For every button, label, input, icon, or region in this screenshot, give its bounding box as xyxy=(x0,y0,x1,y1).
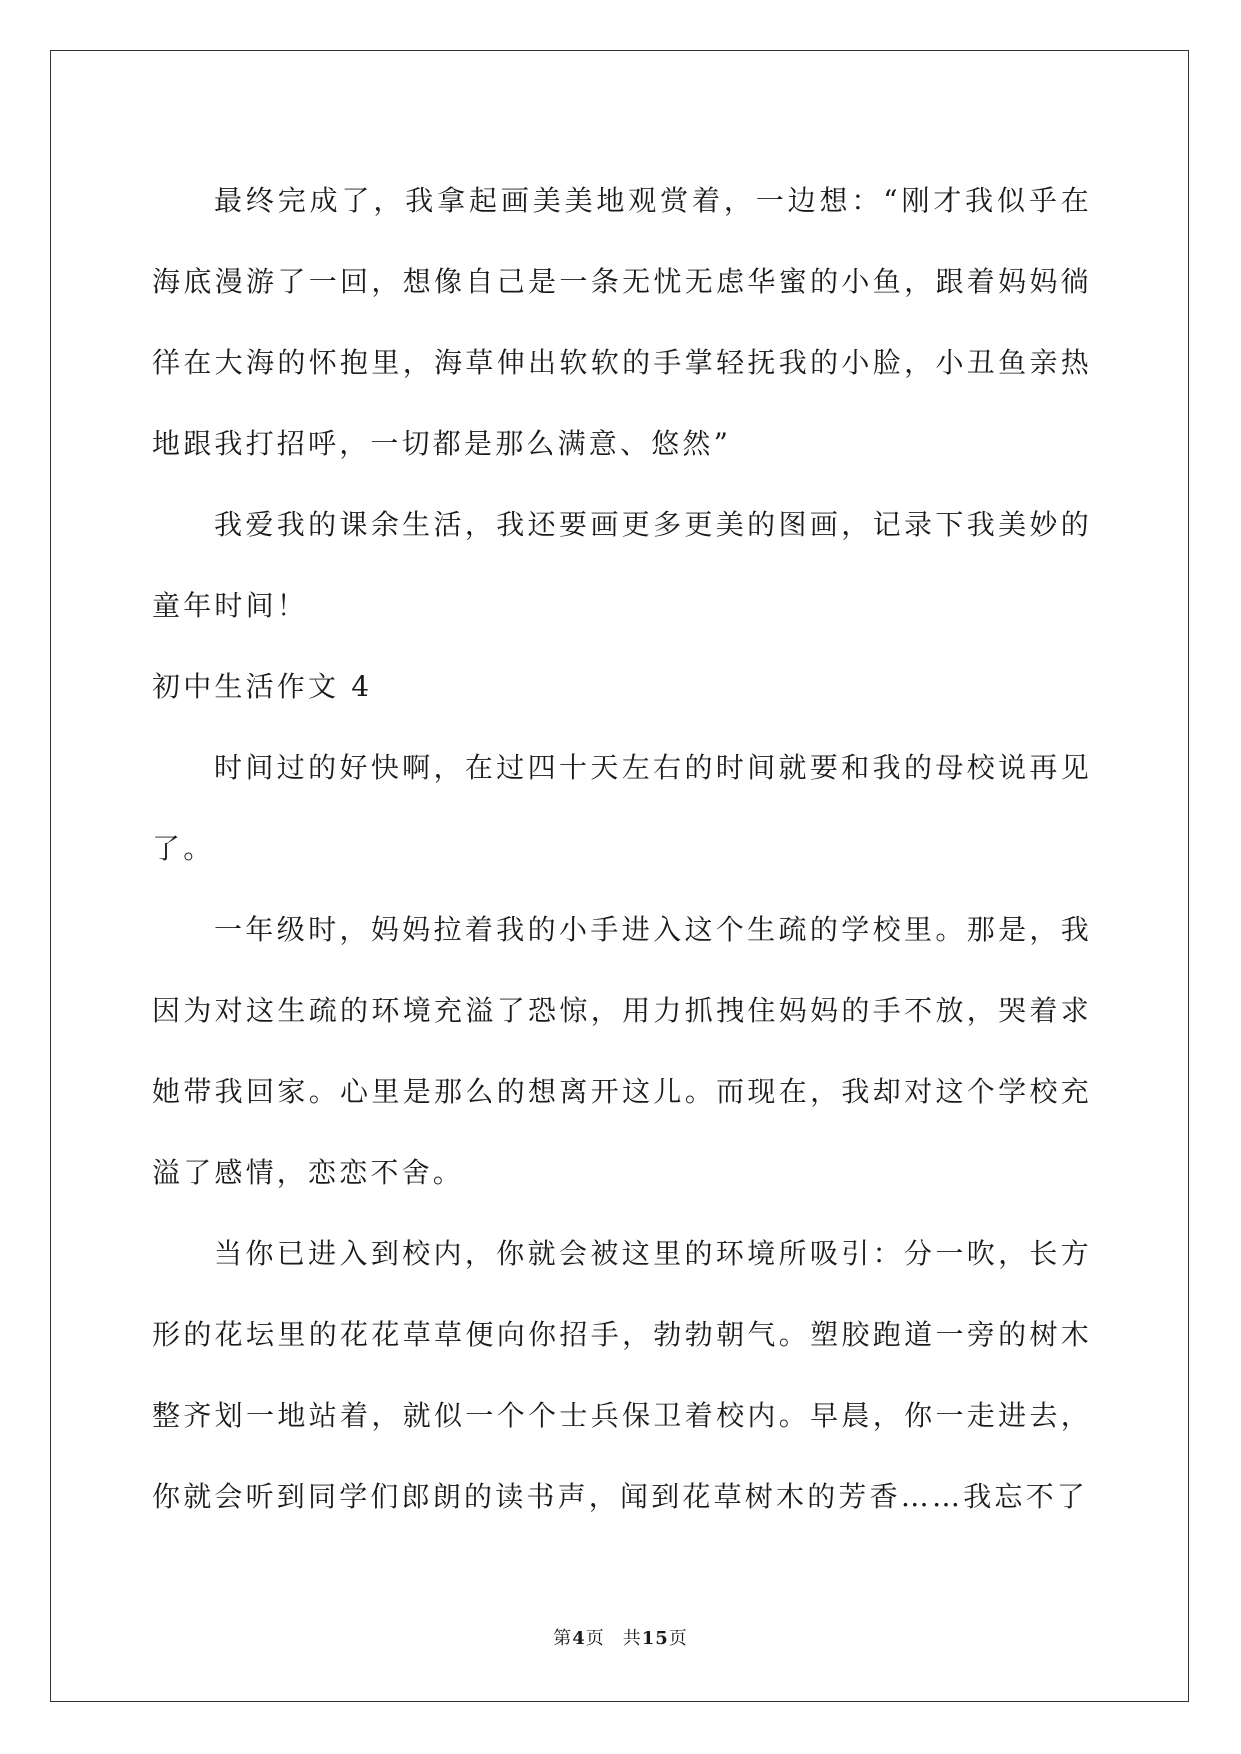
section-heading: 初中生活作文 4 xyxy=(152,670,373,703)
paragraph: 我爱我的课余生活，我还要画更多更美的图画，记录下我美妙的童年时间！ xyxy=(152,508,1092,622)
paragraph: 当你已进入到校内，你就会被这里的环境所吸引：分一吹，长方形的花坛里的花花草草便向你招手，勃勃朝气。塑胶跑道一旁的树木整齐划一地站着，就似一个个士兵保卫着校内。早晨，你一走进去，你就会听到同学们郎朗的读书声，闻到花草树木的芳香……我忘不了 xyxy=(152,1237,1092,1513)
page-number-current: 4 xyxy=(572,1628,586,1649)
page-total: 15 xyxy=(641,1628,669,1649)
paragraph: 时间过的好快啊，在过四十天左右的时间就要和我的母校说再见了。 xyxy=(152,751,1092,865)
page-total-prefix: 共 xyxy=(622,1628,642,1649)
paragraph: 最终完成了，我拿起画美美地观赏着，一边想：“刚才我似乎在海底漫游了一回，想像自己是一条无忧无虑华蜜的小鱼，跟着妈妈徜徉在大海的怀抱里，海草伸出软软的手掌轻抚我的小脸，小丑鱼亲热地跟我打招呼，一切都是那么满意、悠然” xyxy=(152,184,1092,460)
page-total-suffix: 页 xyxy=(668,1628,688,1649)
page-number-suffix: 页 xyxy=(585,1628,605,1649)
document-body xyxy=(152,160,1092,1537)
page-number-prefix: 第 xyxy=(553,1628,573,1649)
paragraph: 一年级时，妈妈拉着我的小手进入这个生疏的学校里。那是，我因为对这生疏的环境充溢了恐惊，用力抓拽住妈妈的手不放，哭着求她带我回家。心里是那么的想离开这儿。而现在，我却对这个学校充溢了感情，恋恋不舍。 xyxy=(152,913,1092,1189)
page-footer xyxy=(0,1624,1241,1650)
